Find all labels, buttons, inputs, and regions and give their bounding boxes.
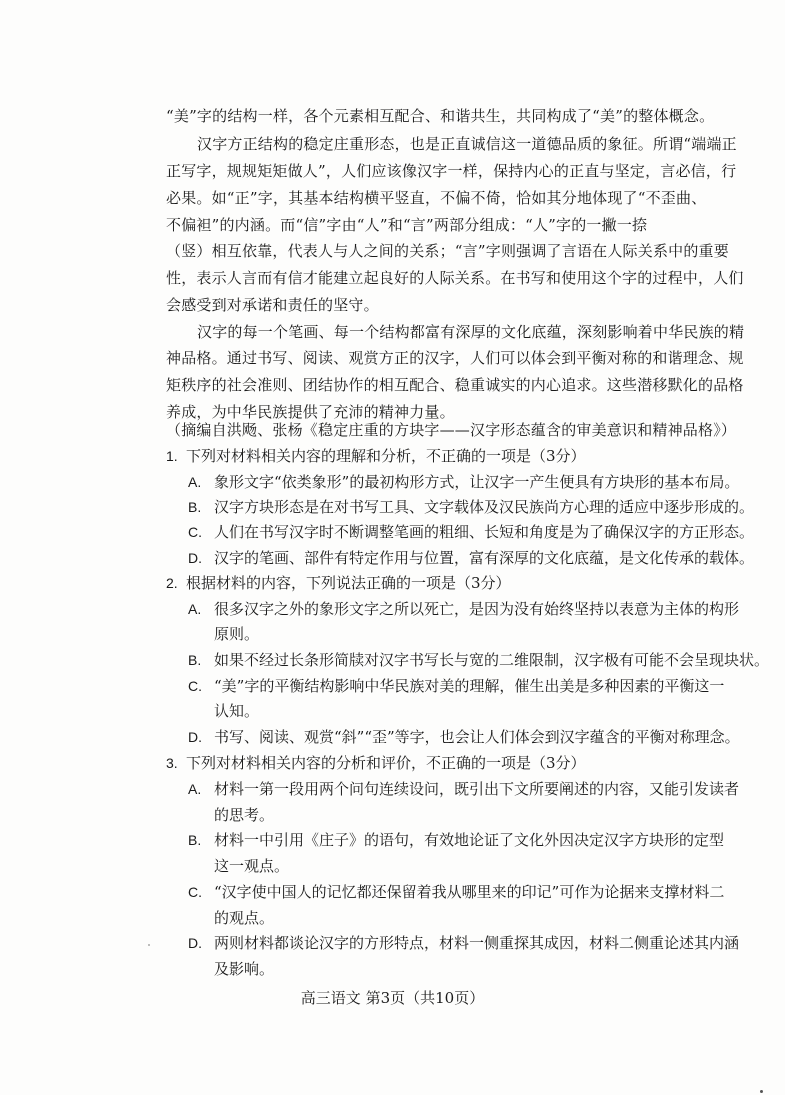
option-text: 如果不经过长条形简牍对汉字书写长与宽的二维限制，汉字极有可能不会呈现块状。 bbox=[214, 651, 770, 669]
option-text: “美”字的平衡结构影响中华民族对美的理解，催生出美是多种因素的平衡这一 bbox=[214, 677, 725, 695]
option-line bbox=[188, 599, 739, 619]
passage-line: 汉字的每一个笔画、每一个结构都富有深厚的文化底蕴，深刻影响着中华民族的精 bbox=[197, 323, 745, 341]
option-text: 汉字方块形态是在对书写工具、文字载体及汉民族尚方心理的适应中逐步形成的。 bbox=[214, 498, 755, 516]
question-stem bbox=[166, 753, 586, 773]
option-line bbox=[188, 650, 769, 670]
option-line-cont: 原则。 bbox=[214, 625, 260, 643]
option-line bbox=[188, 727, 740, 747]
option-line bbox=[188, 676, 724, 696]
passage-line: 必果。如“正”字，其基本结构横平竖直，不偏不倚，恰如其分地体现了“不歪曲、 bbox=[166, 189, 707, 207]
option-letter: B. bbox=[188, 832, 202, 848]
passage-line: 会感受到对承诺和责任的坚守。 bbox=[166, 296, 379, 314]
option-letter: A. bbox=[188, 781, 202, 797]
option-letter: A. bbox=[188, 474, 202, 490]
option-text: 两则材料都谈论汉字的方形特点，材料一侧重探其成因，材料二侧重论述其内涵 bbox=[214, 934, 740, 952]
option-letter: C. bbox=[188, 524, 202, 540]
passage-line: 性，表示人言而有信才能建立起良好的人际关系。在书写和使用这个字的过程中，人们 bbox=[166, 269, 744, 287]
option-text: 汉字的笔画、部件有特定作用与位置，富有深厚的文化底蕴，是文化传承的载体。 bbox=[214, 549, 755, 567]
option-line bbox=[188, 522, 754, 542]
option-line-cont: 的思考。 bbox=[214, 806, 275, 824]
option-text: “汉字使中国人的记忆都还保留着我从哪里来的印记”可作为论据来支撑材料二 bbox=[214, 883, 725, 901]
option-letter: D. bbox=[188, 729, 202, 745]
question-text: 下列对材料相关内容的理解和分析，不正确的一项是（3分） bbox=[186, 447, 586, 465]
option-text: 书写、阅读、观赏“斜”“歪”等字，也会让人们体会到汉字蕴含的平衡对称理念。 bbox=[214, 728, 740, 746]
passage-line: （竖）相互依靠，代表人与人之间的关系；“言”字则强调了言语在人际关系中的重要 bbox=[166, 242, 729, 260]
option-letter: C. bbox=[188, 678, 202, 694]
option-letter: A. bbox=[188, 601, 202, 617]
scan-speck bbox=[760, 1090, 763, 1093]
passage-line: 神品格。通过书写、阅读、观赏方正的汉字，人们可以体会到平衡对称的和谐理念、规 bbox=[166, 349, 744, 367]
option-text: 很多汉字之外的象形文字之所以死亡，是因为没有始终坚持以表意为主体的构形 bbox=[214, 600, 740, 618]
question-number: 3. bbox=[166, 755, 178, 771]
passage-line: 不偏袒”的内涵。而“信”字由“人”和“言”两部分组成：“人”字的一撇一捺 bbox=[166, 216, 648, 234]
option-line-cont: 认知。 bbox=[214, 702, 260, 720]
option-line bbox=[188, 472, 739, 492]
option-letter: D. bbox=[188, 550, 202, 566]
option-line bbox=[188, 882, 724, 902]
page-footer: 高三语文 第3页（共10页） bbox=[300, 989, 485, 1007]
option-letter: B. bbox=[188, 499, 202, 515]
passage-line: “美”字的结构一样，各个元素相互配合、和谐共生，共同构成了“美”的整体概念。 bbox=[166, 107, 715, 125]
option-line-cont: 的观点。 bbox=[214, 909, 275, 927]
passage-source: （摘编自洪飏、张杨《稳定庄重的方块字——汉字形态蕴含的审美意识和精神品格》） bbox=[166, 421, 737, 439]
option-line bbox=[188, 497, 754, 517]
question-text: 根据材料的内容，下列说法正确的一项是（3分） bbox=[186, 574, 511, 592]
option-line bbox=[188, 548, 754, 568]
option-text: 材料一中引用《庄子》的语句，有效地论证了文化外因决定汉字方块形的定型 bbox=[214, 831, 725, 849]
option-line-cont: 及影响。 bbox=[214, 960, 275, 978]
question-stem bbox=[166, 573, 511, 593]
option-line bbox=[188, 830, 724, 850]
question-number: 2. bbox=[166, 575, 178, 591]
passage-line: 正写字，规规矩矩做人”，人们应该像汉字一样，保持内心的正直与坚定，言必信，行 bbox=[166, 162, 737, 180]
option-line-cont: 这一观点。 bbox=[214, 857, 290, 875]
option-letter: C. bbox=[188, 884, 202, 900]
passage-line: 矩秩序的社会准则、团结协作的相互配合、稳重诚实的内心追求。这些潜移默化的品格 bbox=[166, 376, 744, 394]
option-text: 材料一第一段用两个问句连续设问，既引出下文所要阐述的内容，又能引发读者 bbox=[214, 780, 740, 798]
scan-speck bbox=[148, 944, 150, 946]
option-line bbox=[188, 779, 739, 799]
option-text: 象形文字“依类象形”的最初构形方式，让汉字一产生便具有方块形的基本布局。 bbox=[214, 473, 740, 491]
option-letter: B. bbox=[188, 652, 202, 668]
passage-line: 汉字方正结构的稳定庄重形态，也是正直诚信这一道德品质的象征。所谓“端端正 bbox=[197, 135, 737, 153]
question-text: 下列对材料相关内容的分析和评价，不正确的一项是（3分） bbox=[186, 754, 586, 772]
option-text: 人们在书写汉字时不断调整笔画的粗细、长短和角度是为了确保汉字的方正形态。 bbox=[214, 523, 755, 541]
question-number: 1. bbox=[166, 448, 178, 464]
option-letter: D. bbox=[188, 935, 202, 951]
passage-line: 养成，为中华民族提供了充沛的精神力量。 bbox=[166, 403, 455, 421]
option-line bbox=[188, 933, 739, 953]
question-stem bbox=[166, 446, 586, 466]
